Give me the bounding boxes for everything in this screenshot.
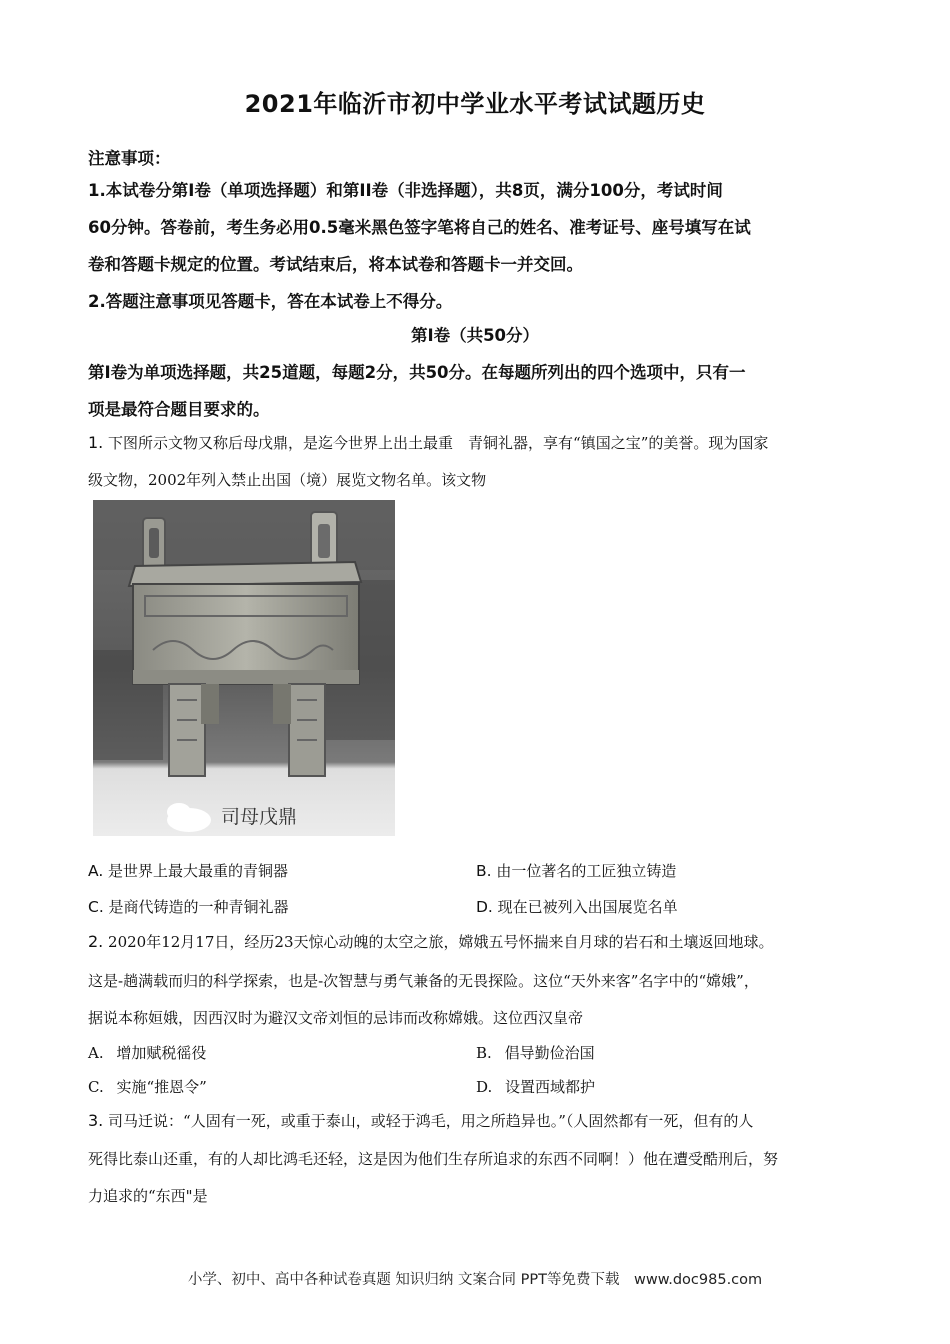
- question-1-line: 级文物，2002年列入禁止出国（境）展览文物名单。该文物: [88, 471, 487, 489]
- option-text: 实施“推恩令”: [116, 1078, 207, 1096]
- option-text: 现在已被列入出国展览名单: [497, 898, 678, 916]
- option-letter: C.: [88, 898, 104, 916]
- question-2-line: 据说本称姮娥，因西汉时为避汉文帝刘恒的忌讳而改称嫦娥。这位西汉皇帝: [88, 1009, 584, 1027]
- question-3-line: 力追求的“东西"是: [88, 1187, 208, 1205]
- option-c: [88, 1076, 207, 1097]
- option-d: [476, 896, 678, 917]
- question-number: 2.: [88, 932, 104, 951]
- question-2-line: 这是-趟满载而归的科学探索，也是-次智慧与勇气兼备的无畏探险。这位“天外来客”名字中的“嫦娥”，: [88, 972, 759, 990]
- option-a: [88, 1042, 206, 1063]
- option-letter: D.: [476, 898, 493, 916]
- option-letter: B.: [476, 862, 492, 880]
- option-b: [476, 1042, 595, 1063]
- option-a: [88, 860, 288, 881]
- ding-vessel-illustration: [93, 500, 395, 836]
- section-instruction: 项是最符合题目要求的。: [88, 400, 270, 419]
- option-text: 是商代铸造的一种青铜礼器: [108, 898, 289, 916]
- question-1-line: [88, 432, 768, 453]
- page-title: 2021年临沂市初中学业水平考试试题历史: [244, 90, 706, 118]
- artifact-photo: [93, 500, 395, 836]
- notice-line: 60分钟。答卷前，考生务必用0.5毫米黑色签字笔将自己的姓名、准考证号、座号填写在试: [88, 218, 751, 237]
- notice-line: 2.答题注意事项见答题卡，答在本试卷上不得分。: [88, 292, 453, 311]
- option-letter: D.: [476, 1078, 493, 1096]
- question-text: 2020年12月17日，经历23天惊心动魄的太空之旅，嫦娥五号怀揣来自月球的岩石和土壤返回地球。: [108, 933, 774, 951]
- question-text: 司马迁说：“人固有一死，或重于泰山，或轻于鸿毛，用之所趋异也。”（人固然都有一死，但有的人: [108, 1112, 754, 1130]
- section-instruction: 第Ⅰ卷为单项选择题，共25道题，每题2分，共50分。在每题所列出的四个选项中，只有一: [88, 363, 746, 382]
- option-d: [476, 1076, 595, 1097]
- notice-heading: 注意事项：: [88, 149, 171, 168]
- option-letter: A.: [88, 1044, 104, 1062]
- question-text: 下图所示文物又称后母戊鼎，是迄今世界上出土最重 青铜礼器，享有“镇国之宝”的美誉。现为国家: [108, 434, 769, 452]
- question-number: 1.: [88, 433, 104, 452]
- page-footer: 小学、初中、高中各种试卷真题 知识归纳 文案合同 PPT等免费下载 www.doc985.com: [187, 1272, 763, 1288]
- question-3-line: [88, 1110, 753, 1131]
- question-number: 3.: [88, 1111, 104, 1130]
- option-letter: A.: [88, 862, 104, 880]
- notice-line: 1.本试卷分第Ⅰ卷（单项选择题）和第II卷（非选择题），共8页，满分100分，考试时间: [88, 181, 723, 200]
- option-text: 设置西域都护: [505, 1078, 596, 1096]
- question-3-line: 死得比泰山还重，有的人却比鸿毛还轻，这是因为他们生存所追求的东西不同啊！）他在遭受酷刑后，努: [88, 1150, 779, 1168]
- section-heading: 第Ⅰ卷（共50分）: [410, 326, 540, 345]
- option-text: 倡导勤俭治国: [504, 1044, 595, 1062]
- option-text: 是世界上最大最重的青铜器: [108, 862, 289, 880]
- option-letter: C.: [88, 1078, 104, 1096]
- option-text: 由一位著名的工匠独立铸造: [496, 862, 677, 880]
- option-b: [476, 860, 676, 881]
- option-text: 增加赋税徭役: [116, 1044, 207, 1062]
- option-c: [88, 896, 289, 917]
- question-2-line: [88, 931, 774, 952]
- image-caption: 司母戊鼎: [221, 806, 298, 828]
- option-letter: B.: [476, 1044, 492, 1062]
- notice-line: 卷和答题卡规定的位置。考试结束后，将本试卷和答题卡一并交回。: [88, 255, 583, 274]
